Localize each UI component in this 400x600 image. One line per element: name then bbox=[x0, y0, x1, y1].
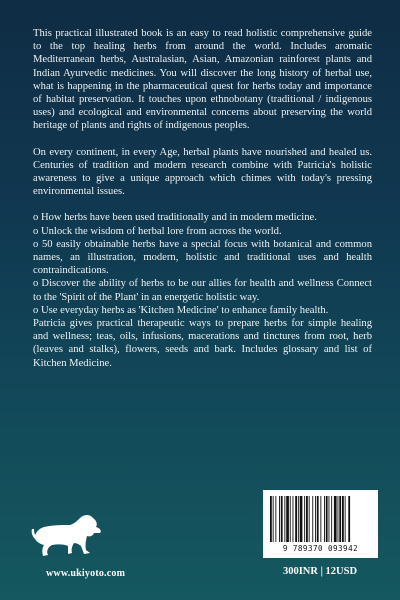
feature-item: o Use everyday herbs as 'Kitchen Medicine' to enhance family health. bbox=[33, 304, 329, 316]
blurb bbox=[33, 27, 372, 370]
feature-item: o Discover the ability of herbs to be our allies for health and wellness Connect to the 'Spirit of the Plant' in an energetic holistic way. bbox=[33, 278, 372, 303]
price-label: 300INR | 12USD bbox=[282, 566, 358, 577]
feature-item: o Unlock the wisdom of herbal lore from across the world. bbox=[33, 225, 282, 237]
feature-item: o 50 easily obtainable herbs have a special focus with botanical and common names, an illustration, modern, holistic and traditional uses and health contraindications. bbox=[33, 238, 372, 277]
feature-list bbox=[33, 211, 372, 317]
lion-logo-icon bbox=[30, 512, 104, 558]
blurb-paragraph-1: This practical illustrated book is an easy to read holistic comprehensive guide to the top healing herbs from around the world. Includes aromatic Mediterranean herbs, Australasian, Asian, Amazonian rainforest plants and Indian Ayurvedic medicines. You will discover the long history of herbal use, what is happening in the pharmaceutical quest for herbs today and importance of habitat preservation. It touches upon ethnobotany (traditional / indigenous uses) and ecological and environmental concerns about preserving the world heritage of plants and rights of indigenous peoples. bbox=[33, 28, 372, 132]
barcode-bars bbox=[270, 496, 371, 542]
blurb-paragraph-2: On every continent, in every Age, herbal plants have nourished and healed us. Centuries of tradition and modern research combine with Patricia's holistic awareness to give a unique approach which chimes with today's pressing environmental issues. bbox=[33, 146, 372, 198]
blurb-paragraph-3: Patricia gives practical therapeutic ways to prepare herbs for simple healing and wellness; teas, oils, infusions, macerations and tinctures from root, herb (leaves and stalks), flowers, seeds and bark. Includes glossary and list of Kitchen Medicine. bbox=[33, 318, 372, 369]
feature-item: o How herbs have been used traditionally and in modern medicine. bbox=[33, 212, 317, 224]
isbn-barcode bbox=[263, 490, 378, 558]
publisher-website[interactable]: www.ukiyoto.com bbox=[46, 568, 126, 579]
barcode-digits: 9 789370 093942 bbox=[282, 544, 359, 553]
